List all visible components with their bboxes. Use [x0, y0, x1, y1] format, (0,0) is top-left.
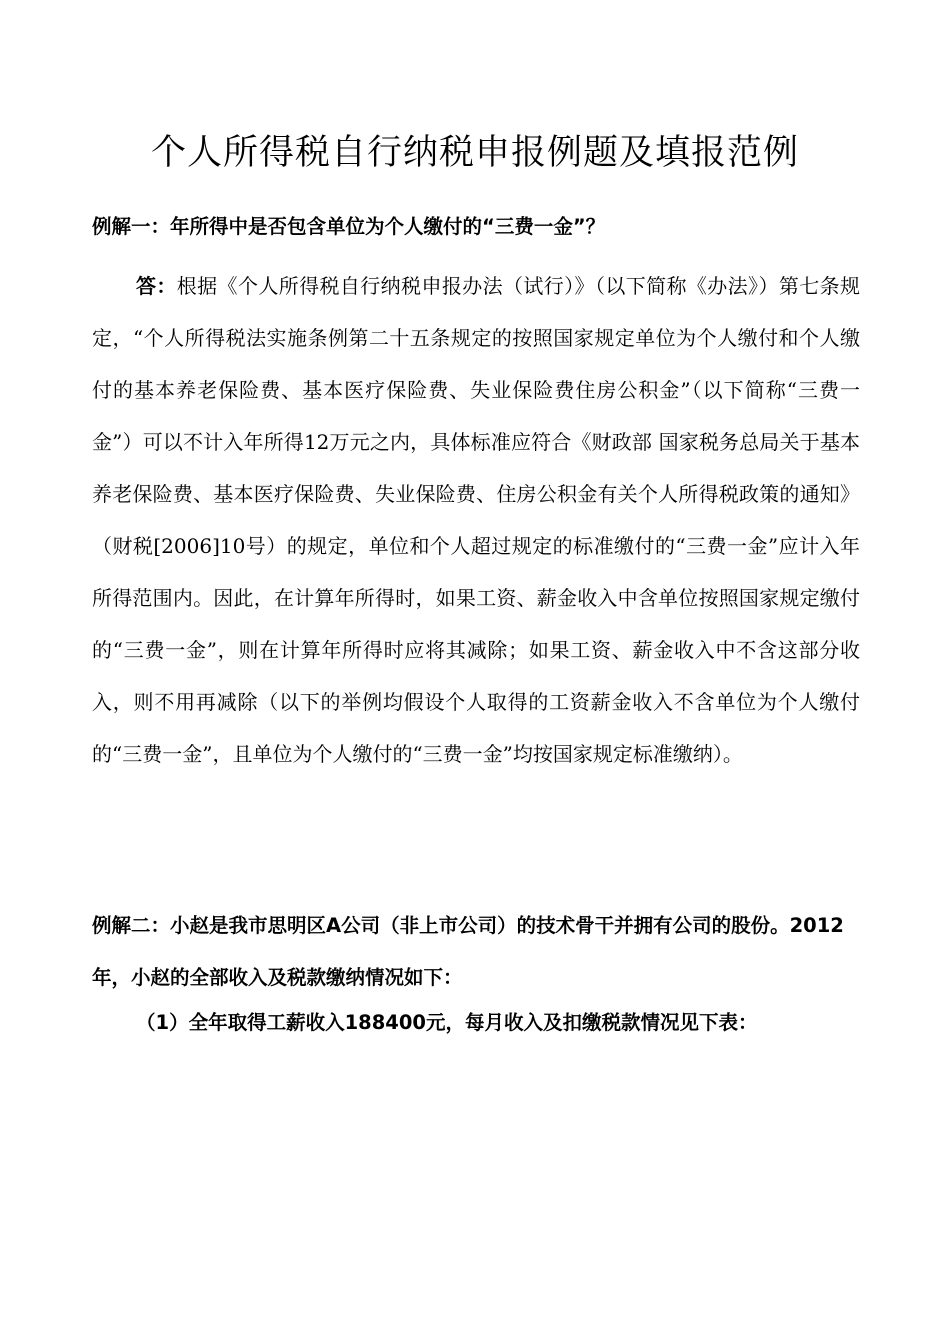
answer-label: 答：	[136, 274, 177, 298]
example-1-heading: 例解一：年所得中是否包含单位为个人缴付的“三费一金”？	[92, 215, 606, 238]
answer-text: 根据《个人所得税自行纳税申报办法（试行）》（以下简称《办法》）第七条规定，“个人所得税法实施条例第二十五条规定的按照国家规定单位为个人缴付和个人缴付的基本养老保险费、基本医疗保险费、失业保险费住房公积金”（以下简称“三费一金”）可以不计入年所得12万元之内，具体标准应符合《财政部 国家税务总局关于基本养老保险费、基本医疗保险费、失业保险费、住房公积金有关个人所得税政策的通知》（财税[2006]10号）的规定，单位和个人超过规定的标准缴付的“三费一金”应计入年所得范围内。因此，在计算年所得时，如果工资、薪金收入中含单位按照国家规定缴付的“三费一金”，则在计算年所得时应将其减除；如果工资、薪金收入中不含这部分收入，则不用再减除（以下的举例均假设个人取得的工资薪金收入不含单位为个人缴付的“三费一金”，且单位为个人缴付的“三费一金”均按国家规定标准缴纳）。	[92, 274, 861, 766]
example-2-heading: 例解二：小赵是我市思明区A公司（非上市公司）的技术骨干并拥有公司的股份。2012年，小赵的全部收入及税款缴纳情况如下：	[92, 914, 844, 989]
example-1-answer	[92, 260, 860, 780]
example-2-item-1: （1）全年取得工薪收入188400元，每月收入及扣缴税款情况见下表：	[136, 1011, 758, 1034]
document-title: 个人所得税自行纳税申报例题及填报范例	[150, 133, 799, 173]
